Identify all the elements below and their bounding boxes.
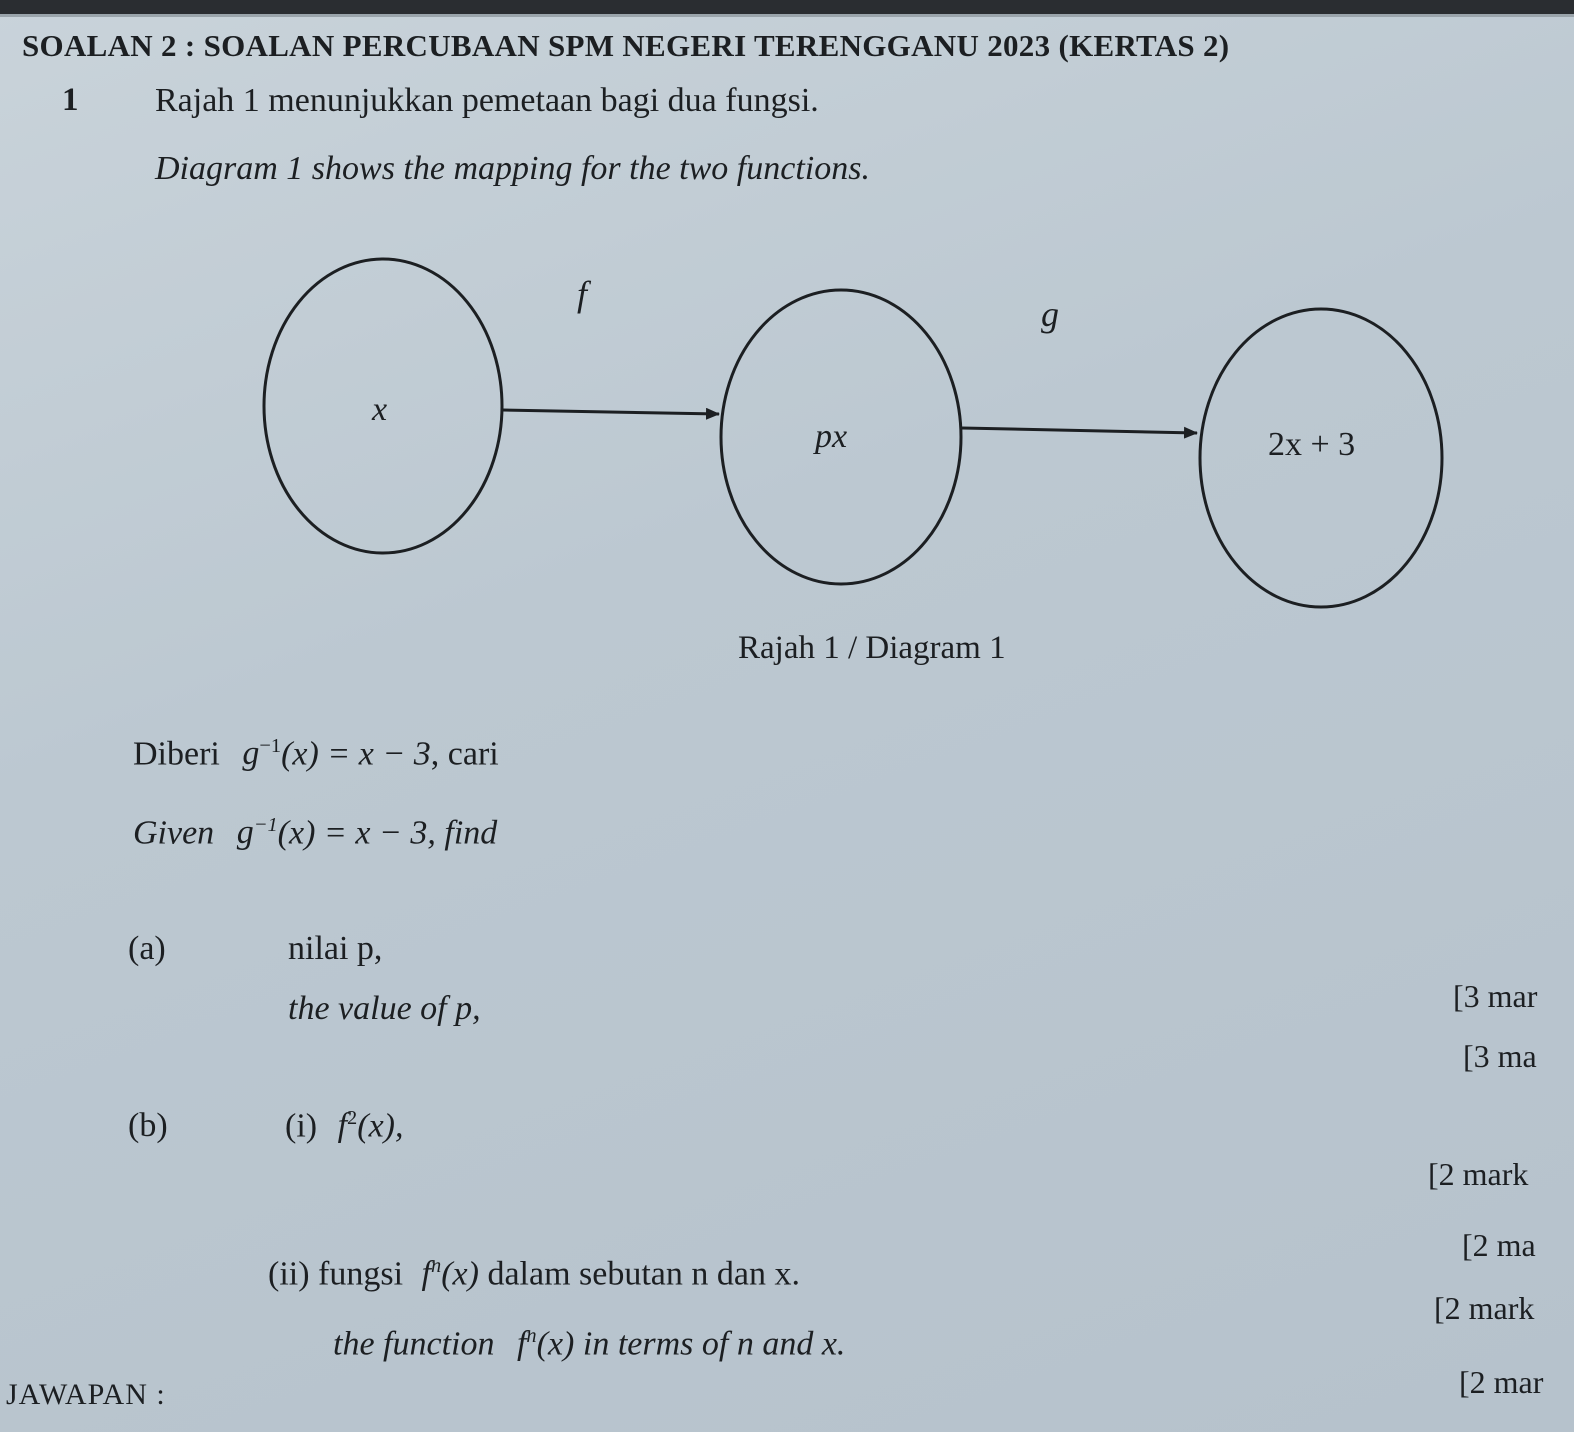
node-x: x [372,391,388,428]
given-ms-func: g [242,735,260,773]
arrow-f [503,410,719,414]
label-g: g [1041,294,1059,334]
given-ms-prefix: Diberi [133,735,220,773]
part-b-ii-rest: (x) [441,1255,479,1293]
given-en-suffix: , find [427,814,498,852]
given-en-expr: (x) = x − 3 [277,814,428,852]
mark-b-ii-ms: [2 mark [1434,1290,1535,1326]
part-b-ii-english [333,1325,845,1363]
given-en-exp: −1 [253,814,278,836]
label-f: f [577,274,588,314]
part-b-label: (b) [128,1107,168,1144]
part-b-ii-malay [268,1255,800,1293]
part-b-ii-label: (ii) [268,1255,310,1293]
part-a-malay: nilai p, [288,930,383,967]
question-number: 1 [62,82,79,118]
node-2x-plus-3: 2x + 3 [1268,426,1356,463]
intro-malay: Rajah 1 menunjukkan pemetaan bagi dua fungsi. [155,82,819,119]
part-b-ii-en-exp: n [526,1325,537,1347]
given-ms-exp: −1 [259,735,282,757]
node-px: px [815,418,848,455]
part-b-ii-ms-post: dalam sebutan n dan x. [487,1255,800,1293]
part-b-ii-ms-pre: fungsi [318,1255,404,1293]
part-b-ii-en-pre: the function [333,1325,495,1363]
part-b-ii-en-post: in terms of n and x. [582,1325,846,1363]
part-b-i-exp: 2 [347,1107,358,1129]
mark-b-ii-en: [2 mar [1459,1364,1544,1400]
part-b-ii-func: f [421,1255,431,1293]
mark-a-en: [3 ma [1463,1038,1537,1074]
given-ms-expr: (x) = x − 3 [281,735,431,773]
mark-b-i-en: [2 ma [1462,1227,1536,1263]
part-b-i-rest: (x), [357,1107,404,1145]
part-b-i-label: (i) [285,1107,318,1145]
part-b-ii-exp: n [431,1255,442,1277]
given-ms-suffix: , cari [430,735,499,773]
diagram-caption: Rajah 1 / Diagram 1 [738,630,1006,666]
arrow-g [962,428,1197,433]
intro-english: Diagram 1 shows the mapping for the two functions. [155,150,870,187]
mark-b-i-ms: [2 mark [1428,1156,1529,1192]
part-b-ii-en-func: f [516,1325,527,1363]
part-a-label: (a) [128,930,166,967]
given-en-prefix: Given [133,814,215,852]
part-a-english: the value of p, [288,990,481,1027]
answer-label: JAWAPAN : [6,1378,166,1411]
mark-a-ms: [3 mar [1453,978,1538,1014]
part-b-i [285,1107,404,1145]
paper-title: SOALAN 2 : SOALAN PERCUBAAN SPM NEGERI TERENGGANU 2023 (KERTAS 2) [22,28,1230,63]
given-en-func: g [236,814,254,852]
part-b-ii-en-rest: (x) [536,1325,575,1363]
part-b-i-func: f [337,1107,348,1145]
given-malay [133,735,499,773]
given-english [133,814,497,852]
